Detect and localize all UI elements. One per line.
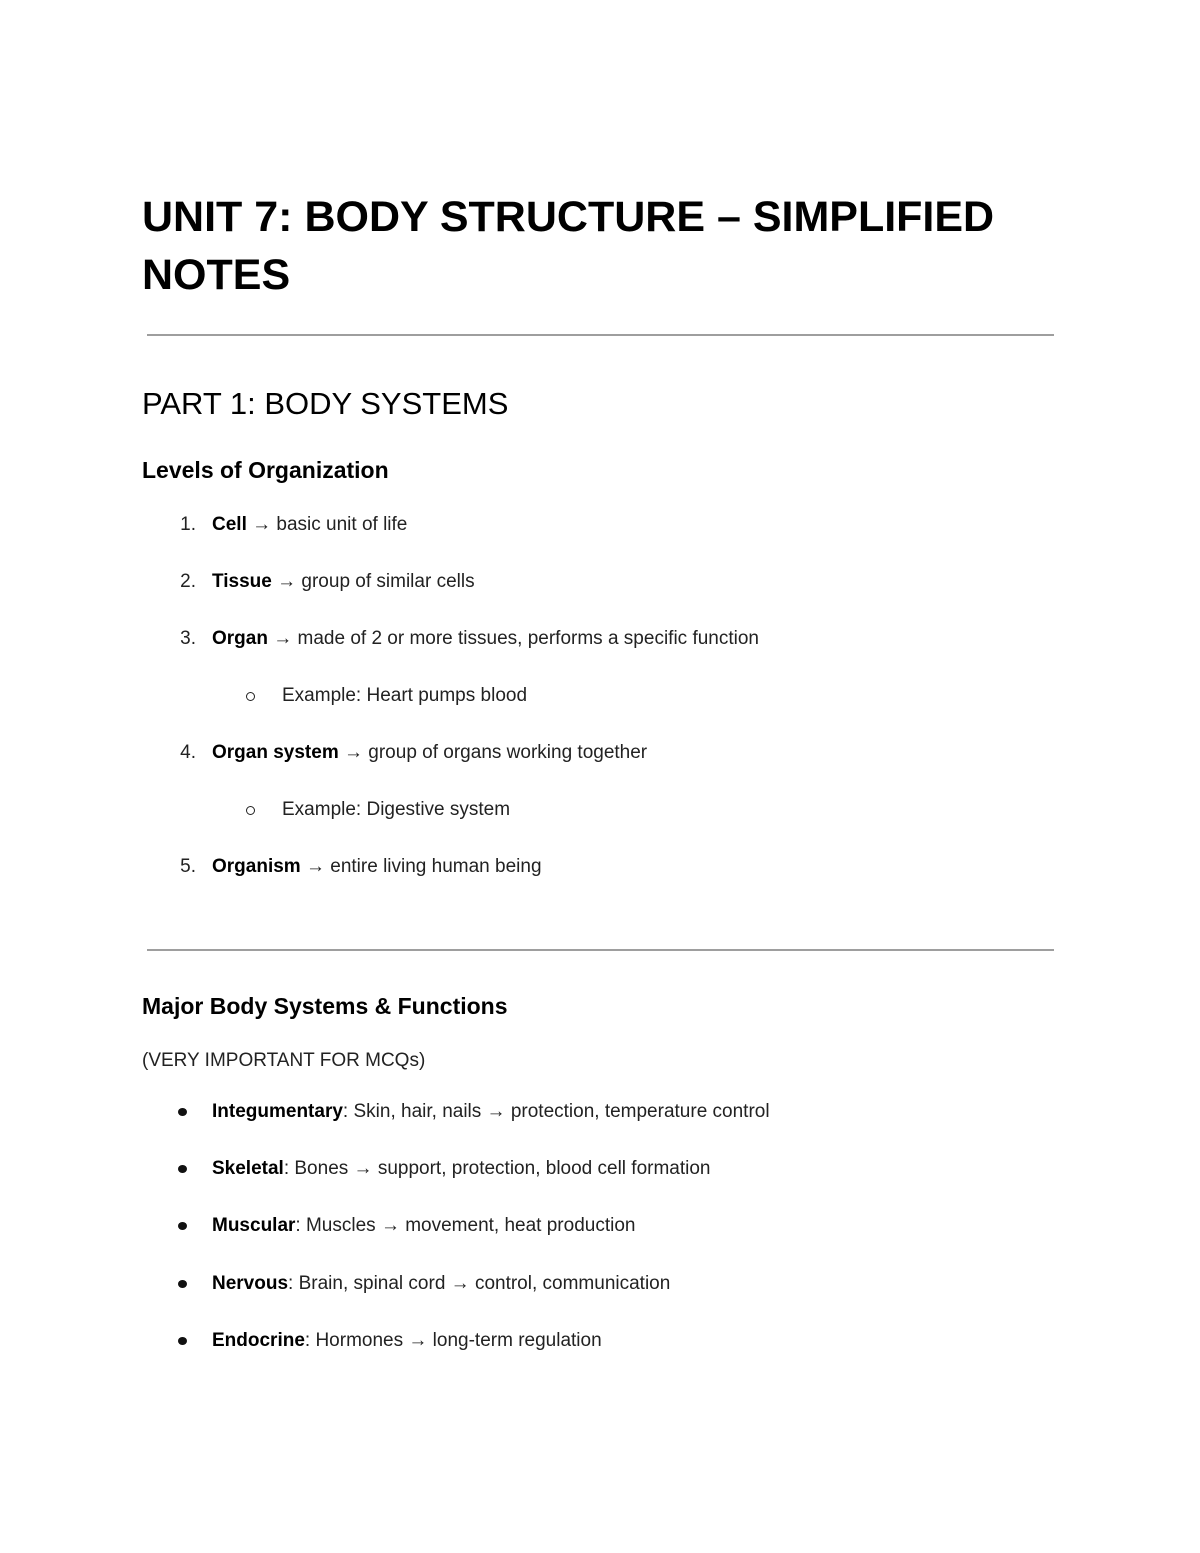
term: Tissue xyxy=(212,571,272,592)
important-note: (VERY IMPORTANT FOR MCQs) xyxy=(142,1050,426,1071)
bullet-icon xyxy=(178,1108,187,1116)
page-title: UNIT 7: BODY STRUCTURE – SIMPLIFIED NOTES xyxy=(142,193,995,299)
bullet-text xyxy=(212,1329,602,1353)
term: Organ xyxy=(212,628,268,649)
description: → group of organs working together xyxy=(338,742,648,763)
description: → group of similar cells xyxy=(271,571,475,592)
list-text xyxy=(212,741,647,765)
bullet-item xyxy=(0,1329,1200,1353)
sub-list-text: Example: Digestive system xyxy=(282,799,511,820)
list-item xyxy=(0,627,1200,651)
bullet-icon xyxy=(178,1280,187,1288)
sub-list-text: Example: Heart pumps blood xyxy=(282,685,528,706)
description: : Brain, spinal cord → control, communication xyxy=(288,1273,671,1294)
horizontal-divider xyxy=(147,949,1054,951)
description: : Muscles → movement, heat production xyxy=(295,1215,636,1236)
bullet-text xyxy=(212,1157,711,1181)
levels-heading: Levels of Organization xyxy=(142,457,389,483)
list-text xyxy=(212,570,475,594)
bullet-item xyxy=(0,1214,1200,1238)
major-systems-heading: Major Body Systems & Functions xyxy=(142,993,508,1019)
term: Cell xyxy=(212,514,247,535)
bullet-item xyxy=(0,1272,1200,1296)
bullet-icon xyxy=(178,1337,187,1345)
bullet-icon xyxy=(178,1222,187,1230)
bullet-text xyxy=(212,1100,770,1124)
list-text xyxy=(212,627,759,651)
list-item xyxy=(0,513,1200,537)
list-item xyxy=(0,741,1200,765)
horizontal-divider xyxy=(147,334,1054,336)
term: Skeletal xyxy=(212,1158,284,1179)
list-item xyxy=(0,570,1200,594)
bullet-icon xyxy=(178,1165,187,1173)
description: → basic unit of life xyxy=(246,514,408,535)
term: Muscular xyxy=(212,1215,296,1236)
term: Organ system xyxy=(212,742,339,763)
bullet-text xyxy=(212,1272,670,1296)
list-text xyxy=(212,513,407,537)
term: Endocrine xyxy=(212,1330,305,1351)
list-number: 4. xyxy=(180,742,196,763)
list-number: 5. xyxy=(180,856,196,877)
hollow-bullet-icon xyxy=(246,692,255,701)
list-number: 1. xyxy=(180,514,196,535)
term: Organism xyxy=(212,856,301,877)
description: → entire living human being xyxy=(300,856,542,877)
term: Integumentary xyxy=(212,1101,343,1122)
bullet-item xyxy=(0,1100,1200,1124)
list-number: 2. xyxy=(180,571,196,592)
description: : Bones → support, protection, blood cell formation xyxy=(283,1158,711,1179)
bullet-item xyxy=(0,1157,1200,1181)
sub-list-item xyxy=(0,798,1200,822)
description: → made of 2 or more tissues, performs a specific function xyxy=(267,628,759,649)
list-number: 3. xyxy=(180,628,196,649)
hollow-bullet-icon xyxy=(246,806,255,815)
sub-list-item xyxy=(0,684,1200,708)
description: : Hormones → long-term regulation xyxy=(304,1330,602,1351)
bullet-text xyxy=(212,1214,635,1238)
part1-heading: PART 1: BODY SYSTEMS xyxy=(142,386,509,421)
list-text xyxy=(212,855,542,879)
term: Nervous xyxy=(212,1273,289,1294)
list-item xyxy=(0,855,1200,879)
description: : Skin, hair, nails → protection, temperature control xyxy=(342,1101,770,1122)
